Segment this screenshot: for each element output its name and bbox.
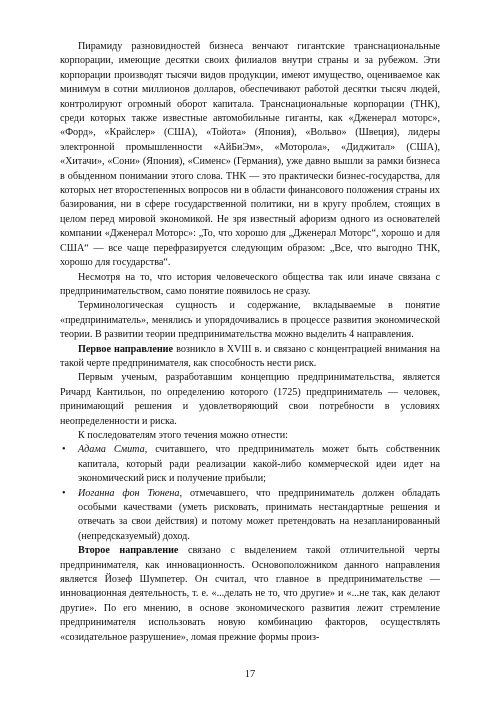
list-item <box>60 443 440 486</box>
page-number: 17 <box>244 669 256 680</box>
first-direction-text: возникло в XVIII в. и связано с концентрацией внимания на такой черте предпринимателя, как способность нести риск. <box>60 343 440 369</box>
bullet-icon: • <box>62 444 66 456</box>
bullet-icon: • <box>62 487 66 499</box>
list-item-text: , отмечавшего, что предприниматель должен обладать особыми качествами (уметь рисковать, принимать нестандартные решения и отвечать за свои действия) и потому может претендовать на незапланированный (непредсказуемый) доход. <box>78 487 440 542</box>
author-name: Адама Смита <box>78 444 145 456</box>
paragraph-followers: К последователям этого течения можно отнести: <box>78 429 288 441</box>
list-item-text: , считавшего, что предприниматель может быть собственник капитала, который ради реализации какой-либо коммерческой идеи идет на экономический риск и получение прибыли; <box>78 444 440 485</box>
paragraph-second-direction <box>60 544 440 645</box>
second-direction-heading: Второе направление <box>78 545 179 557</box>
author-name: Иоганна фон Тюнена <box>78 487 180 499</box>
list-item <box>60 487 440 545</box>
paragraph-cantillon: Первым ученым, разработавшим концепцию предпринимательства, является Ричард Кантильон, по определению которого (1725) предприниматель — человек, принимающий решения и удовлетворяющий свои потребности в условиях неопределенности и риска. <box>60 372 440 427</box>
paragraph-first-direction <box>60 343 440 372</box>
paragraph-terminology: Терминологическая сущность и содержание, вкладываемые в понятие «предприниматель», менялись и упорядочивались в процессе развития экономической теории. В развитии теории предпринимательства можно выделить 4 направления. <box>60 300 440 341</box>
document-page <box>60 40 440 645</box>
first-direction-heading: Первое направление <box>78 343 174 355</box>
followers-list <box>60 443 440 544</box>
second-direction-text: связано с выделением такой отличительной черты предпринимателя, как инновационность. Основоположником данного направления является Йозеф Шумпетер. Он считал, что главное в предпринимательстве — инновационная деятельность, т. е. «...делать не то, что другие» и «...не так, как делают другие». По его мнению, в основе экономического развития лежит стремление предпринимателя использовать новую комбинацию факторов, осуществлять «созидательное разрушение», ломая прежние формы произ- <box>60 545 440 643</box>
paragraph-tnk: Пирамиду разновидностей бизнеса венчают гигантские транснациональные корпорации, имеющие десятки своих филиалов внутри страны и за рубежом. Эти корпорации производят тысячи видов продукции, имеют имущество, оцениваемое как минимум в сотни миллионов долларов, обеспечивают работой десятки тысяч людей, контролируют огромный оборот капитала. Транснациональные корпорации (ТНК), среди которых также известные автомобильные гиганты, как «Дженерал моторс», «Форд», «Крайслер» (США), «Тойота» (Япония), «Вольво» (Швеция), лидеры электронной промышленности «АйБиЭм», «Моторола», «Диджитал» (США), «Хитачи», «Сони» (Япония), «Сименс» (Германия), уже давно вышли за рамки бизнеса в обыденном понимании этого слова. ТНК — это практически бизнес-государства, для которых нет второстепенных вопросов ни в области финансового положения страны их базирования, ни в сфере государственной политики, ни в кругу проблем, стоящих в целом перед мировой экономикой. Не зря известный афоризм одного из основателей компании «Дженерал Моторс»: „То, что хорошо для „Дженерал Моторс“, хорошо и для США“ — все чаще перефразируется следующим образом: „Все, что выгодно ТНК, хорошо для государства“. <box>60 41 440 269</box>
paragraph-history: Несмотря на то, что история человеческого общества так или иначе связана с предпринимательством, само понятие появилось не сразу. <box>60 271 440 297</box>
